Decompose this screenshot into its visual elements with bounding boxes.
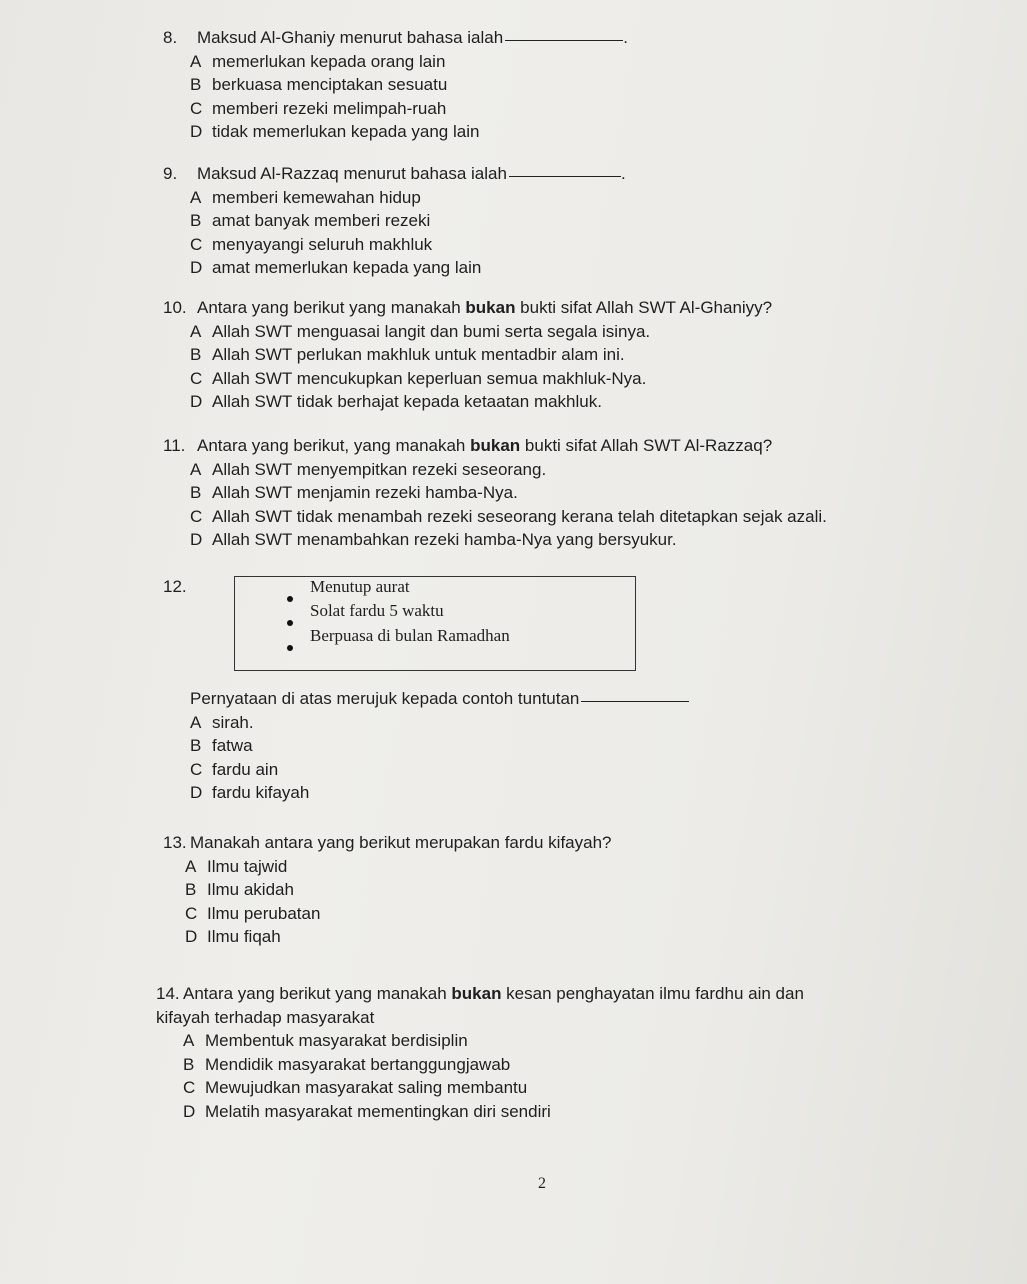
bullet-icon bbox=[287, 620, 293, 626]
option-c: C Ilmu perubatan bbox=[185, 903, 321, 923]
option-b: B Allah SWT menjamin rezeki hamba-Nya. bbox=[190, 483, 518, 502]
question-stem: Maksud Al-Razzaq menurut bahasa ialah bbox=[197, 164, 507, 183]
question-stem: Manakah antara yang berikut merupakan fardu kifayah? bbox=[190, 833, 612, 852]
emphasis-bukan: bukan bbox=[470, 436, 521, 455]
option-d: D tidak memerlukan kepada yang lain bbox=[190, 122, 480, 141]
question-number: 8. bbox=[163, 28, 178, 47]
option-a: A memberi kemewahan hidup bbox=[190, 187, 421, 207]
option-a: A Allah SWT menguasai langit dan bumi serta segala isinya. bbox=[190, 321, 651, 341]
option-c: C Allah SWT tidak menambah rezeki seseorang kerana telah ditetapkan sejak azali. bbox=[190, 506, 827, 526]
statement-box: Menutup aurat Solat fardu 5 waktu Berpuasa di bulan Ramadhan bbox=[234, 576, 636, 671]
question-14 bbox=[156, 982, 804, 1123]
question-10 bbox=[163, 296, 772, 414]
option-b: B amat banyak memberi rezeki bbox=[190, 211, 431, 230]
page-number: 2 bbox=[538, 1175, 546, 1192]
question-number: 14. bbox=[156, 984, 180, 1003]
emphasis-bukan: bukan bbox=[451, 984, 502, 1003]
option-d: D Allah SWT tidak berhajat kepada ketaatan makhluk. bbox=[190, 392, 602, 411]
question-number: 13. bbox=[163, 833, 187, 852]
question-number: 9. bbox=[163, 164, 178, 183]
option-c: C Allah SWT mencukupkan keperluan semua makhluk-Nya. bbox=[190, 368, 647, 388]
option-b: B fatwa bbox=[190, 736, 253, 755]
stem-punct: . bbox=[620, 164, 626, 183]
question-stem: Antara yang berikut, yang manakah bukan bukti sifat Allah SWT Al-Razzaq? bbox=[197, 436, 773, 455]
question-stem: Maksud Al-Ghaniy menurut bahasa ialah bbox=[197, 28, 504, 47]
question-number: 12. bbox=[163, 577, 187, 596]
option-a: A Membentuk masyarakat berdisiplin bbox=[183, 1031, 468, 1050]
question-number: 10. bbox=[163, 298, 187, 317]
option-c: C Mewujudkan masyarakat saling membantu bbox=[183, 1078, 528, 1097]
option-b: B Ilmu akidah bbox=[185, 880, 294, 899]
bullet-icon bbox=[287, 596, 293, 602]
option-c: C menyayangi seluruh makhluk bbox=[190, 234, 433, 254]
answer-blank bbox=[581, 687, 689, 702]
option-d: D Ilmu fiqah bbox=[185, 927, 281, 946]
option-a: A Ilmu tajwid bbox=[185, 856, 288, 876]
question-9 bbox=[163, 162, 626, 280]
question-number: 11. bbox=[163, 436, 186, 455]
question-stem: Antara yang berikut yang manakah bukan bukti sifat Allah SWT Al-Ghaniyy? bbox=[197, 298, 773, 317]
stem-punct: . bbox=[623, 28, 628, 47]
question-stem: Pernyataan di atas merujuk kepada contoh tuntutan bbox=[190, 689, 580, 708]
option-d: D Allah SWT menambahkan rezeki hamba-Nya yang bersyukur. bbox=[190, 530, 677, 549]
question-12 bbox=[190, 687, 689, 805]
question-stem-line2: kifayah terhadap masyarakat bbox=[156, 1007, 375, 1027]
option-b: B Allah SWT perlukan makhluk untuk mentadbir alam ini. bbox=[190, 345, 625, 364]
option-d: D amat memerlukan kepada yang lain bbox=[190, 258, 482, 277]
option-c: C memberi rezeki melimpah-ruah bbox=[190, 98, 447, 118]
option-d: D Melatih masyarakat mementingkan diri sendiri bbox=[183, 1101, 551, 1121]
option-c: C fardu ain bbox=[190, 759, 279, 779]
option-a: A Allah SWT menyempitkan rezeki seseorang. bbox=[190, 459, 547, 479]
question-13 bbox=[163, 831, 611, 949]
option-b: B berkuasa menciptakan sesuatu bbox=[190, 75, 448, 94]
answer-blank bbox=[509, 162, 621, 177]
option-d: D fardu kifayah bbox=[190, 783, 310, 802]
question-8 bbox=[163, 26, 628, 144]
option-a: A memerlukan kepada orang lain bbox=[190, 51, 446, 71]
answer-blank bbox=[505, 26, 623, 41]
question-11 bbox=[163, 434, 827, 552]
question-stem: Antara yang berikut yang manakah bukan kesan penghayatan ilmu fardhu ain dan bbox=[183, 984, 804, 1003]
emphasis-bukan: bukan bbox=[465, 298, 516, 317]
option-b: B Mendidik masyarakat bertanggungjawab bbox=[183, 1054, 511, 1074]
option-a: A sirah. bbox=[190, 712, 254, 732]
bullet-icon bbox=[287, 645, 293, 651]
